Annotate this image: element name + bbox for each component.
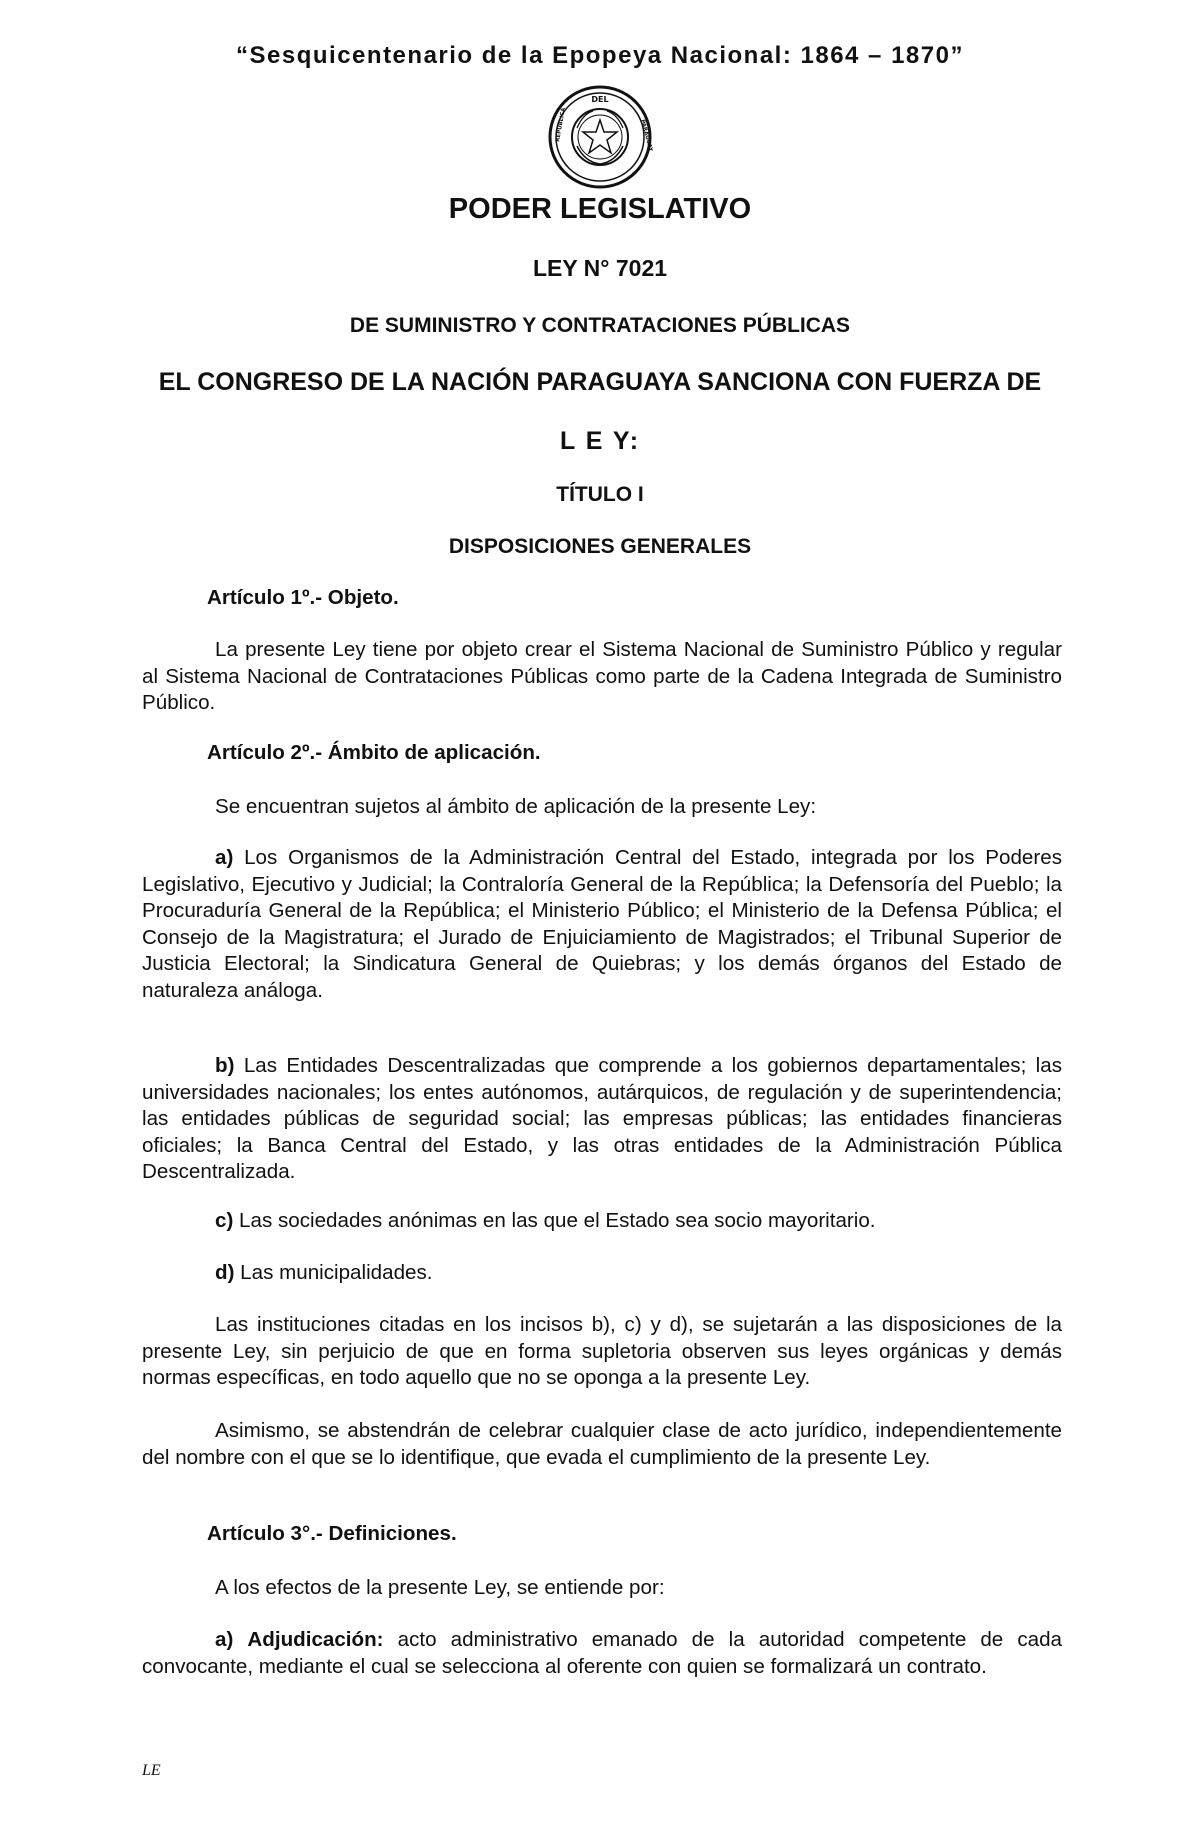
- item-text: Los Organismos de la Administración Central del Estado, integrada por los Poderes Legislativo, Ejecutivo y Judicial; la Contraloría General de la República; la Defensoría del Pueblo; la Procuraduría General de la República; el Ministerio Público; el Ministerio de la Defensa Pública; el Consejo de la Magistratura; el Jurado de Enjuiciamiento de Magistrados; el Tribunal Superior de Justicia Electoral; la Sindicatura General de Quiebras; y los demás órganos del Estado de naturaleza análoga.: [142, 846, 1062, 1002]
- article-2-heading: Artículo 2º.- Ámbito de aplicación.: [207, 741, 541, 764]
- item-label: a): [215, 846, 234, 869]
- article-2-item-c: [142, 1208, 1062, 1235]
- article-2-paragraph-3: Asimismo, se abstendrán de celebrar cualquier clase de acto jurídico, independientemente del nombre con el que se lo identifique, que evada el cumplimiento de la presente Ley.: [142, 1419, 1062, 1469]
- seal-text-left: REPÚBLICA: [555, 107, 567, 143]
- titulo-name: DISPOSICIONES GENERALES: [448, 535, 752, 558]
- law-title: DE SUMINISTRO Y CONTRATACIONES PÚBLICAS: [349, 314, 851, 337]
- item-text: Las Entidades Descentralizadas que comprende a los gobiernos departamentales; las universidades nacionales; los entes autónomos, autárquicos, de regulación y de superintendencia; las entidades públicas de seguridad social; las empresas públicas; las entidades financieras oficiales; la Banca Central del Estado, y las otras entidades de la Administración Pública Descentralizada.: [142, 1054, 1062, 1183]
- page-initials: LE: [142, 1762, 161, 1779]
- article-2-item-d: [142, 1260, 1062, 1287]
- seal-text-top: DEL: [591, 95, 609, 104]
- article-2-item-b: [142, 1053, 1062, 1186]
- article-3-item-a: [142, 1627, 1062, 1680]
- law-number: LEY N° 7021: [532, 255, 668, 281]
- item-text: acto administrativo emanado de la autoridad competente de cada convocante, mediante el cual se selecciona al oferente con quien se formalizará un contrato.: [142, 1628, 1062, 1678]
- article-1-heading: Artículo 1º.- Objeto.: [207, 586, 399, 609]
- ley-heading: L E Y:: [559, 427, 641, 455]
- seal-text-right: PARAGUAY: [639, 118, 653, 153]
- item-label: c): [215, 1209, 234, 1232]
- titulo-heading: TÍTULO I: [556, 483, 644, 506]
- article-2-item-a: [142, 845, 1062, 1004]
- item-label: a): [215, 1628, 234, 1651]
- item-text: Las municipalidades.: [240, 1261, 433, 1284]
- national-seal-icon: [547, 84, 653, 190]
- article-3-intro: A los efectos de la presente Ley, se entiende por:: [215, 1576, 665, 1599]
- enacting-clause: EL CONGRESO DE LA NACIÓN PARAGUAYA SANCIONA CON FUERZA DE: [158, 368, 1042, 396]
- definition-term: Adjudicación:: [247, 1628, 384, 1651]
- article-3-heading: Artículo 3°.- Definiciones.: [207, 1522, 457, 1545]
- article-2-intro: Se encuentran sujetos al ámbito de aplicación de la presente Ley:: [215, 795, 817, 818]
- item-label: b): [215, 1054, 235, 1077]
- article-1-paragraph: La presente Ley tiene por objeto crear el Sistema Nacional de Suministro Público y regular al Sistema Nacional de Contrataciones Públicas como parte de la Cadena Integrada de Suministro Público.: [142, 638, 1062, 714]
- issuing-body: PODER LEGISLATIVO: [448, 193, 752, 225]
- article-2-paragraph-2: Las instituciones citadas en los incisos b), c) y d), se sujetarán a las disposiciones de la presente Ley, sin perjuicio de que en forma supletoria observen sus leyes orgánicas y demás normas específicas, en todo aquello que no se oponga a la presente Ley.: [142, 1313, 1062, 1389]
- header-motto: “Sesquicentenario de la Epopeya Nacional: 1864 – 1870”: [236, 42, 964, 69]
- item-text: Las sociedades anónimas en las que el Estado sea socio mayoritario.: [239, 1209, 876, 1232]
- item-label: d): [215, 1261, 235, 1284]
